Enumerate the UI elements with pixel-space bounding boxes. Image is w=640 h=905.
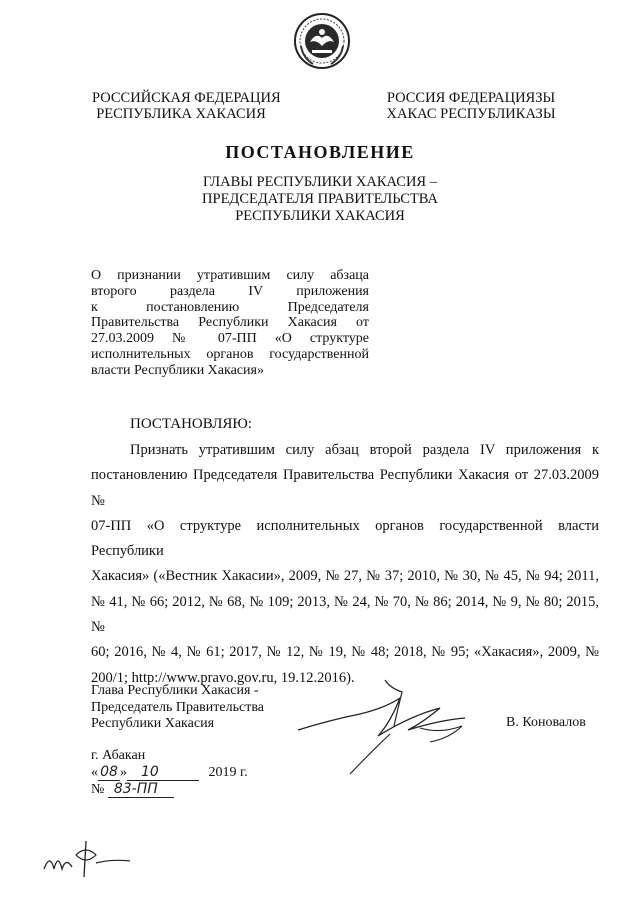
subject-line: власти Республики Хакасия» (91, 362, 264, 378)
subject-line: исполнительных органов государственной (91, 346, 369, 362)
coat-of-arms-emblem (293, 12, 351, 70)
date-year: 2019 г. (208, 765, 248, 780)
signatory-line3: Республики Хакасия (91, 716, 215, 731)
date-month: 10 (127, 764, 199, 781)
subject-line: второго раздела IV приложения (91, 283, 369, 299)
header-left-line2: РЕСПУБЛИКА ХАКАСИЯ (96, 106, 266, 122)
document-number: 83-ПП (108, 781, 174, 798)
date-quote-close: » (120, 765, 127, 780)
number-line (91, 781, 248, 798)
subtitle-line2: ПРЕДСЕДАТЕЛЯ ПРАВИТЕЛЬСТВА (202, 191, 438, 207)
subject-block (91, 268, 369, 379)
initials-mark (40, 835, 135, 880)
signatory-title (91, 683, 264, 733)
body-line: постановлению Председателя Правительства Республики Хакасия от 27.03.2009 № (91, 467, 599, 509)
body-text (91, 438, 599, 691)
subject-line: Правительства Республики Хакасия от (91, 315, 369, 331)
subject-line: О признании утратившим силу абзаца (91, 268, 369, 283)
document-title: ПОСТАНОВЛЕНИЕ (225, 142, 415, 162)
header-right (382, 90, 560, 122)
place-date-block (91, 748, 248, 798)
date-quote-open: « (91, 765, 98, 780)
city: г. Абакан (91, 748, 146, 763)
header-right-line2: ХАКАС РЕСПУБЛИКАЗЫ (386, 106, 556, 122)
handwritten-signature (290, 668, 495, 778)
body-line: Признать утратившим силу абзац второй раздела IV приложения к (130, 442, 599, 458)
decree-heading: ПОСТАНОВЛЯЮ: (130, 416, 252, 432)
signatory-name: В. Коновалов (506, 715, 586, 730)
document-subtitle (170, 174, 470, 225)
subject-line: 27.03.2009 № 07-ПП «О структуре (91, 331, 369, 347)
header-left (92, 90, 281, 122)
subtitle-line3: РЕСПУБЛИКИ ХАКАСИЯ (235, 208, 405, 224)
body-line: 07-ПП «О структуре исполнительных органов государственной власти Республики (91, 517, 599, 560)
subject-line: к постановлению Председателя (91, 299, 369, 315)
body-line: Хакасия» («Вестник Хакасии», 2009, № 27, № 37; 2010, № 30, № 45, № 94; 2011, (91, 568, 599, 585)
date-line (91, 764, 248, 781)
subtitle-line1: ГЛАВЫ РЕСПУБЛИКИ ХАКАСИЯ – (203, 174, 437, 190)
signatory-line2: Председатель Правительства (91, 699, 264, 715)
header-left-line1: РОССИЙСКАЯ ФЕДЕРАЦИЯ (92, 90, 281, 106)
header-right-line1: РОССИЯ ФЕДЕРАЦИЯЗЫ (386, 90, 556, 106)
body-line: № 41, № 66; 2012, № 68, № 109; 2013, № 24, № 70, № 86; 2014, № 9, № 80; 2015, № (91, 593, 599, 636)
body-line: 60; 2016, № 4, № 61; 2017, № 12, № 19, № 48; 2018, № 95; «Хакасия», 2009, № (91, 644, 599, 661)
signatory-line1: Глава Республики Хакасия - (91, 683, 259, 698)
body-line: 200/1; http://www.pravo.gov.ru, 19.12.2016). (91, 669, 355, 686)
number-label: № (91, 782, 105, 797)
date-day: 08 (98, 764, 120, 781)
